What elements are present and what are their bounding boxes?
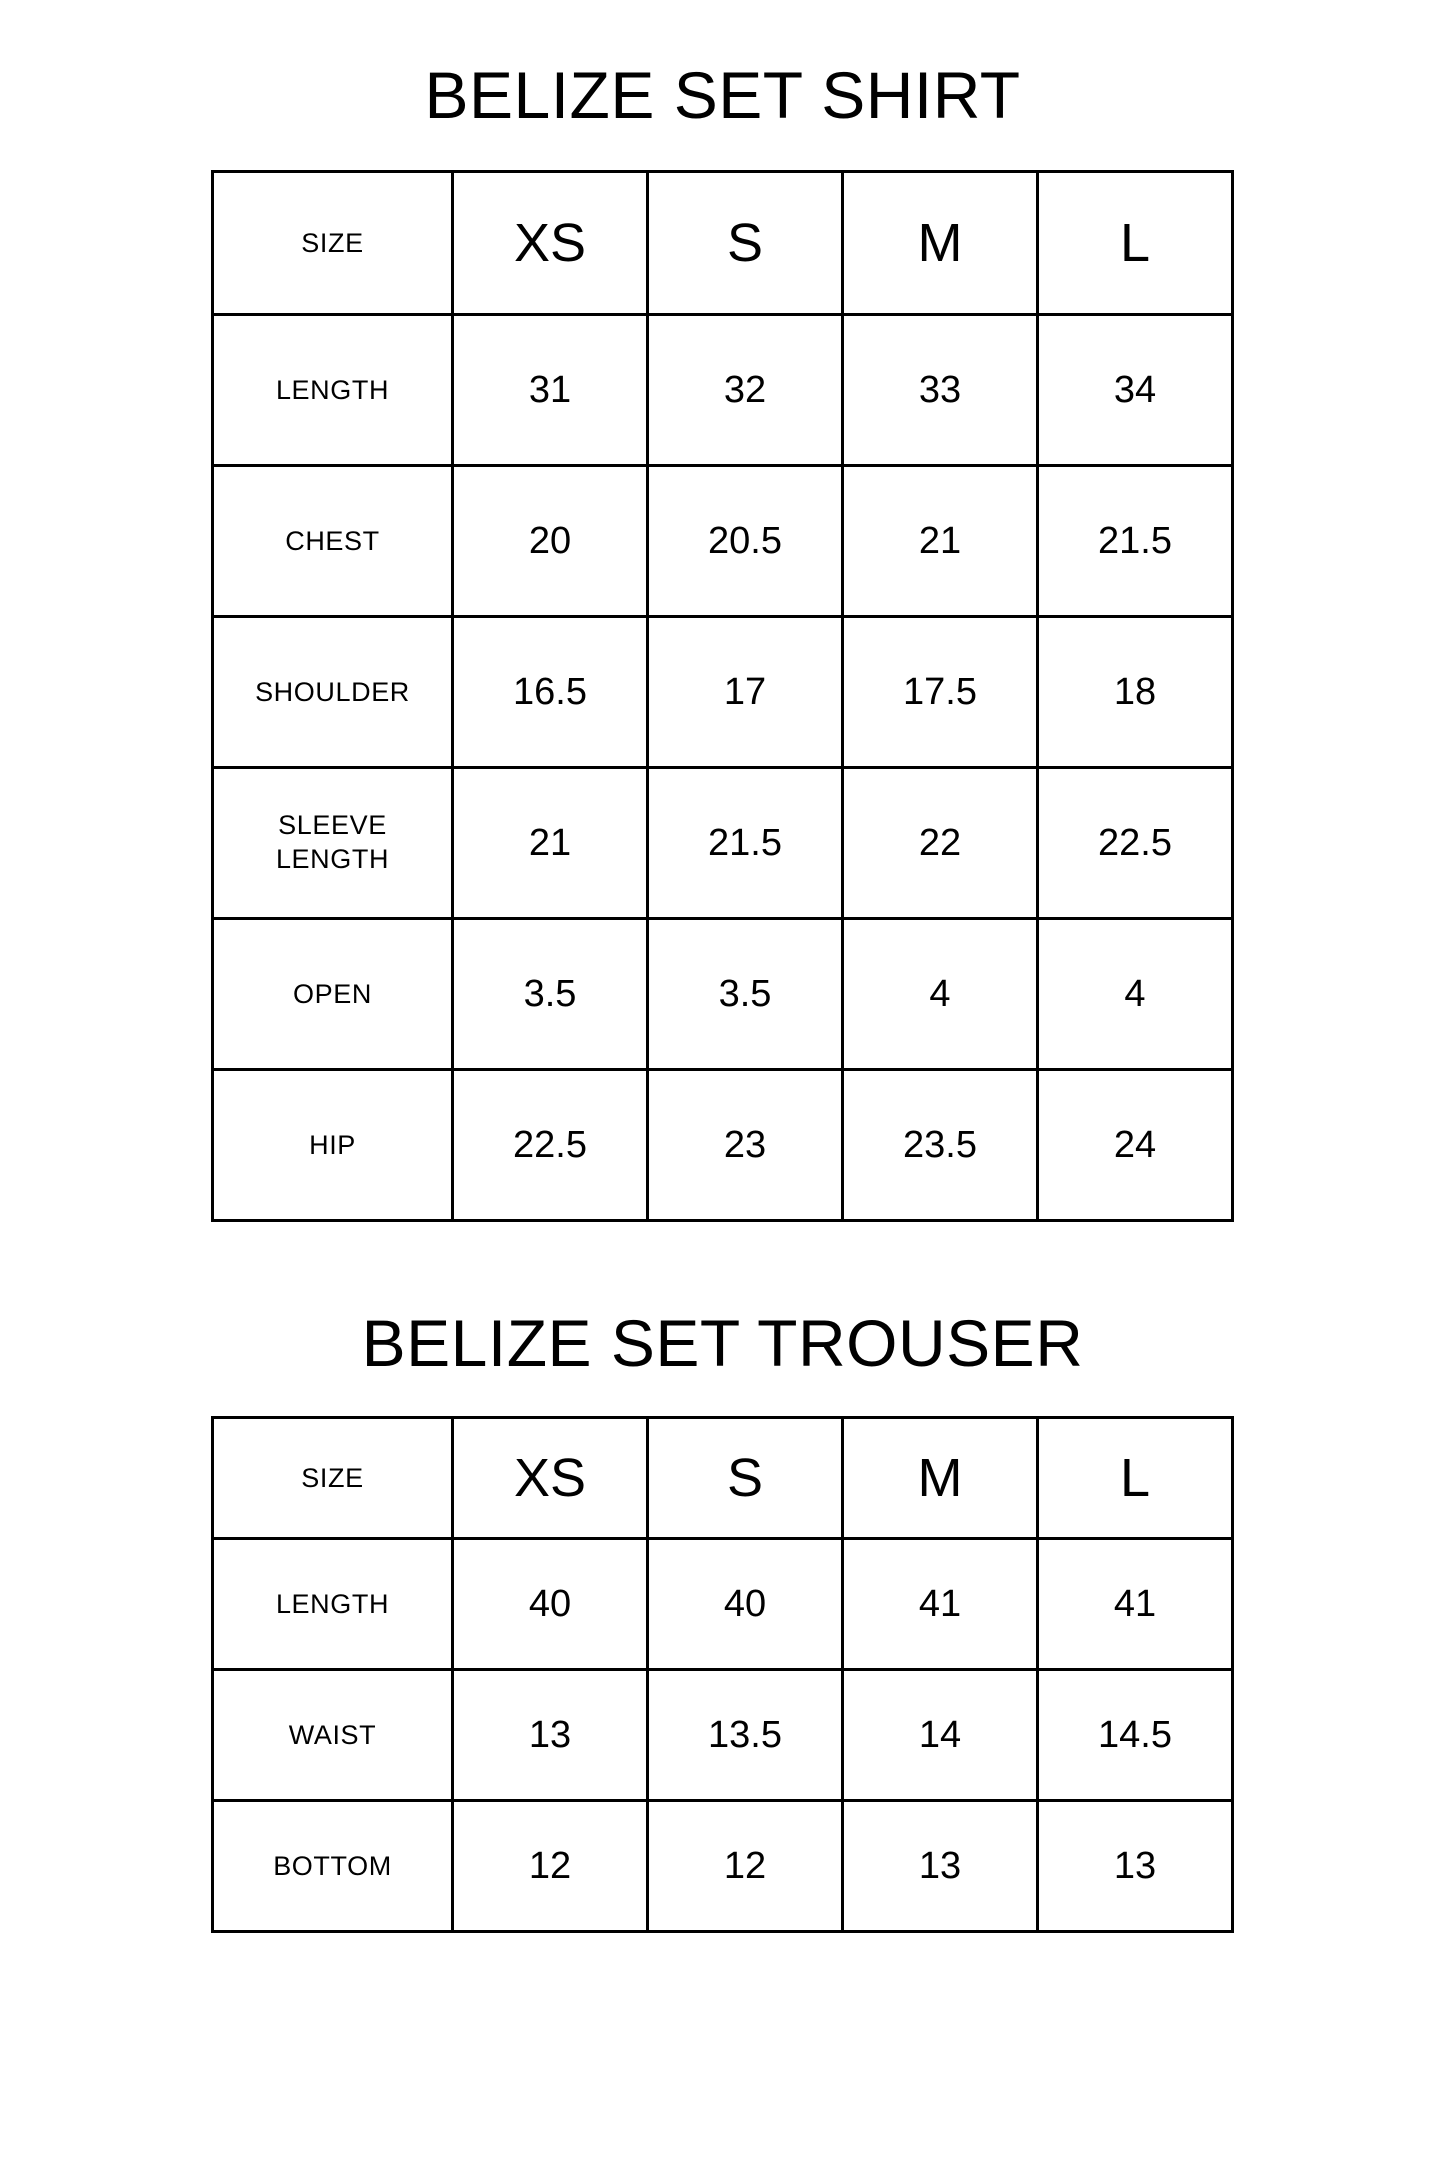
row-value: 17 <box>648 617 843 768</box>
row-label: BOTTOM <box>213 1801 453 1932</box>
shirt-section-title: BELIZE SET SHIRT <box>424 58 1021 132</box>
table-row <box>213 1539 1233 1670</box>
row-value: 12 <box>453 1801 648 1932</box>
table-row <box>213 1801 1233 1932</box>
row-value: 21.5 <box>1038 466 1233 617</box>
table-row <box>213 617 1233 768</box>
column-header-xs: XS <box>453 172 648 315</box>
table-row <box>213 466 1233 617</box>
row-value: 20 <box>453 466 648 617</box>
column-header-size: SIZE <box>213 1418 453 1539</box>
row-label: SHOULDER <box>213 617 453 768</box>
table-row <box>213 1670 1233 1801</box>
column-header-m: M <box>843 172 1038 315</box>
row-value: 14 <box>843 1670 1038 1801</box>
row-value: 24 <box>1038 1070 1233 1221</box>
table-row <box>213 768 1233 919</box>
column-header-l: L <box>1038 1418 1233 1539</box>
row-value: 4 <box>843 919 1038 1070</box>
row-value: 22.5 <box>453 1070 648 1221</box>
row-value: 3.5 <box>648 919 843 1070</box>
column-header-s: S <box>648 172 843 315</box>
row-value: 4 <box>1038 919 1233 1070</box>
trouser-size-section <box>0 1306 1445 1933</box>
row-label: HIP <box>213 1070 453 1221</box>
row-label: CHEST <box>213 466 453 617</box>
table-row <box>213 1070 1233 1221</box>
column-header-size: SIZE <box>213 172 453 315</box>
row-value: 40 <box>648 1539 843 1670</box>
row-value: 13 <box>1038 1801 1233 1932</box>
row-label: LENGTH <box>213 315 453 466</box>
row-value: 34 <box>1038 315 1233 466</box>
row-label: OPEN <box>213 919 453 1070</box>
row-label: LENGTH <box>213 1539 453 1670</box>
row-value: 17.5 <box>843 617 1038 768</box>
row-value: 13 <box>843 1801 1038 1932</box>
table-row <box>213 315 1233 466</box>
row-value: 31 <box>453 315 648 466</box>
table-header-row <box>213 172 1233 315</box>
table-row <box>213 919 1233 1070</box>
row-value: 3.5 <box>453 919 648 1070</box>
row-value: 22.5 <box>1038 768 1233 919</box>
row-value: 21.5 <box>648 768 843 919</box>
row-value: 14.5 <box>1038 1670 1233 1801</box>
row-label-line1: SLEEVE <box>278 810 387 841</box>
row-value: 13 <box>453 1670 648 1801</box>
row-value: 23 <box>648 1070 843 1221</box>
row-label-line2: LENGTH <box>275 844 390 874</box>
row-value: 40 <box>453 1539 648 1670</box>
trouser-section-title: BELIZE SET TROUSER <box>361 1306 1084 1380</box>
row-value: 33 <box>843 315 1038 466</box>
row-value: 41 <box>843 1539 1038 1670</box>
row-value: 20.5 <box>648 466 843 617</box>
row-value: 22 <box>843 768 1038 919</box>
row-label <box>213 768 453 919</box>
column-header-m: M <box>843 1418 1038 1539</box>
row-value: 32 <box>648 315 843 466</box>
shirt-size-table <box>211 170 1234 1222</box>
row-label: WAIST <box>213 1670 453 1801</box>
column-header-s: S <box>648 1418 843 1539</box>
row-value: 41 <box>1038 1539 1233 1670</box>
row-value: 21 <box>453 768 648 919</box>
column-header-l: L <box>1038 172 1233 315</box>
row-value: 13.5 <box>648 1670 843 1801</box>
trouser-size-table <box>211 1416 1234 1933</box>
row-value: 16.5 <box>453 617 648 768</box>
row-value: 12 <box>648 1801 843 1932</box>
row-value: 18 <box>1038 617 1233 768</box>
table-header-row <box>213 1418 1233 1539</box>
row-value: 23.5 <box>843 1070 1038 1221</box>
column-header-xs: XS <box>453 1418 648 1539</box>
row-value: 21 <box>843 466 1038 617</box>
shirt-size-section <box>0 58 1445 1222</box>
